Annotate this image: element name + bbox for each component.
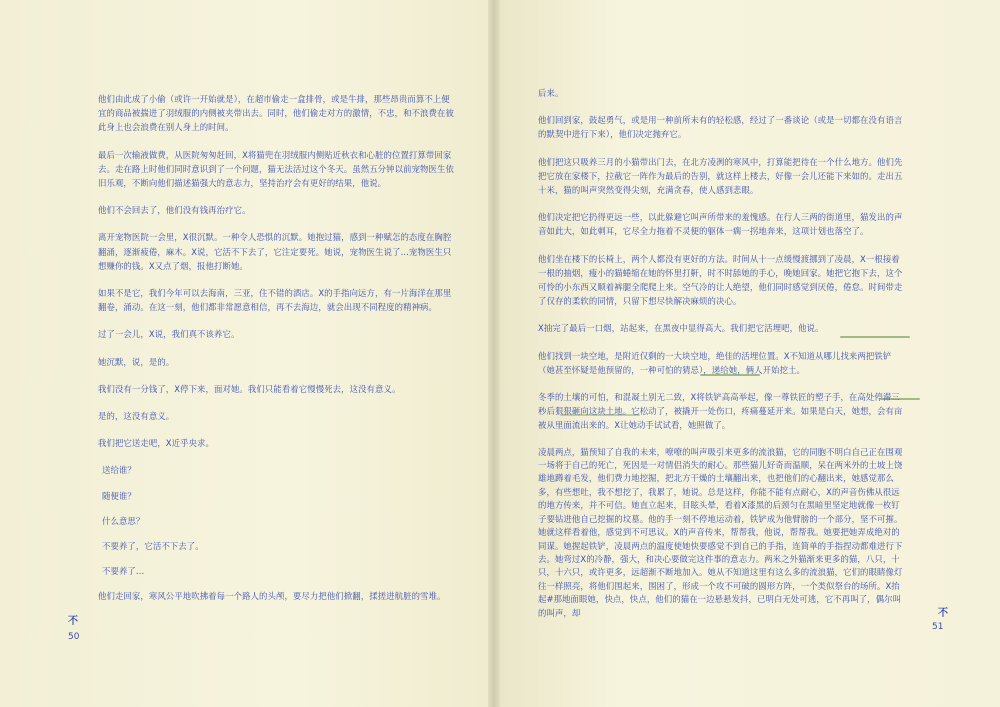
paragraph: 他们走回家，寒风公平地吹拂着每一个路人的头颅，要尽力把他们掀翻，揉搓进航脏的雪堆。 — [98, 591, 446, 602]
page-number-right: 51 — [932, 622, 944, 632]
paragraph: 他们决定把它扔得更远一些，以此躲避它叫声所带来的羞愧感。在行人三两的街道里，猫发出的声音如此大，如此刺耳，它尽全力拖着不灵便的躯体一瘸一拐地奔来，这项计划也落空了。 — [538, 212, 903, 237]
paragraph: 他们把这只吸养三月的小猫带出门去，在北方凌冽的寒风中，打算能把待在一个什么地方。他们先把它放在家楼下，拉截它一阵作为最后的告别，就这样上楼去，好像一会儿还能下来如的。走出五十米，猫的叫声突然变得尖刻，充满贪春，使人感到悲眼。 — [538, 156, 903, 196]
paragraph: 他们由此成了小偷（或许一开始就是），在超市偷走一盒排骨，或是牛排，那些昂贵而算不上便宜的商品被揣进了羽绒服的内侧被夹带出去。同时，他们偷走对方的激情，不忠，和不浪费在彼此身上也会浪费在别人身上的时间。 — [98, 94, 454, 133]
paragraph: 他们找到一块空地，是附近仅剩的一大块空地，绝佳的活埋位置。X不知道从哪儿找来两把铁铲（她甚至怀疑是他预留的，一种可怕的猜忌），递给她，俩人开始挖土。 — [538, 350, 892, 375]
left-page-text — [98, 92, 456, 617]
paragraph: 冬季的土壤的可怕，和混凝土别无二致，X将铁铲高高举起，像一尊铁匠的塑子手，在高处停滞三秒后狠狠砸向这块土地。它松动了，被撬开一处伤口，疼痛蔓延开来。如果是白天，她想，会有亩被从里面流出来的。X让她动手试试看，她照做了。 — [538, 392, 903, 431]
page-marker-left: 不 — [68, 616, 78, 627]
paragraph: 是的，这没有意义。 — [98, 411, 175, 422]
dialog-line: 什么意思？ — [102, 515, 145, 526]
paragraph: 他们不会回去了，他们没有钱再治疗它。 — [98, 205, 251, 216]
right-page-text — [538, 86, 906, 633]
paragraph: X抽完了最后一口烟，站起来，在黑夜中显得高大。我们把它活埋吧，他说。 — [538, 323, 824, 334]
paragraph: 我们把它送走吧，X近乎央求。 — [98, 438, 215, 449]
dialog-line: 不要养了，它活不下去了。 — [102, 541, 204, 552]
paragraph: 我们没有一分钱了，X停下来，面对她。我们只能看着它慢慢死去，这没有意义。 — [98, 383, 401, 394]
page-number-left: 50 — [68, 632, 80, 642]
paragraph: 她沉默，说，是的。 — [98, 356, 175, 367]
page-marker-right: 不 — [938, 608, 948, 619]
paragraph: 他们回到家，鼓起勇气，或是用一种前所未有的轻松感，经过了一番谈论（或是一切都在没有语言的默契中进行下来），他们决定抛弃它。 — [538, 115, 903, 140]
paragraph: 凌晨两点，猫预知了自我的未来，嘹嘹的叫声吸引来更多的流浪猫，它的同胞不明白自己正在围观一场将于自己的死亡，死因是一对情侣消失的耐心。那些猫儿好奇而温顺，呆在两米外的土坡上饶雄地蹲着毛发，他们费力地挖掘，把北方干燥的土壤翻出来，也把他们的心翻出来，她感觉那么多，有些想吐，我不想挖了，我累了，她说。总是这样，你能不能有点耐心，X的声音伤佛从很远的地方传来，并不可信。她直立起来，目眩头晕，看着X漆黑的后颈匀在黑暗里坚定地就像一枚钉子要钻进他自己挖掘的坟墓。他的手一刻不停地运动着，铁铲成为他臂膀的一个部分，坚不可摧。她就这样看着他，感觉到不可思议。X的声音传来，帮帮我，他说，帮帮我。她要把她弄成绝对的同谋。她握起铁铲，凌晨两点的温度使她快要感觉不到自己的手指，连简单的手指捏动都难进行下去。她弯过X的冷静，强大，和决心要做完这件事的意志力。两米之外猫渐来更多的猫，八只，十只，十六只，或许更多，远超渐不断地加入。她从不知道这里有这么多的流浪猫，它们的眼睛像灯往一样照亮，将他们围起来，围困了，形成一个攻不可破的圆形方阵，一个类似祭台的场所。X抬起#那地面眼她，快点，快点，他们的猫在一边悬悬发抖，已明白无处可逃，它不再叫了，偶尔叫的叫声，却 — [538, 446, 903, 618]
paragraph: 后来。 — [538, 88, 564, 98]
paragraph: 过了一会儿，X说，我们真不该养它。 — [98, 329, 240, 340]
paragraph: 离开宠物医院一会里，X很沉默。一种令人恐惧的沉默。她抱过猫，感到一种赋怎的态度在胸腔翻涌，逐渐疲倦，麻木。X说，它活不下去了，它注定要死。她说，宠物医生说了…宠物医生只想赚你的钱。X又点了烟，报他打断她。 — [98, 232, 452, 271]
paragraph: 他们坐在楼下的长椅上，两个人都没有更好的方法。时间从十一点缓慢渡挪到了凌晨，X一根接着一根的抽烟，瘦小的猫蜷缩在她的怀里打鼾，时不时舔她的手心，晚她回家。她把它抱下去，这个可怜的小东西又顺着裤腿全爬爬上来。空气冷的让人绝望，他们同时感觉到厌倦，倦怠。时间带走了仅存的柔软的同情，只留下想尽快解决麻烦的决心。 — [538, 253, 903, 307]
dialog-line: 随便谁？ — [102, 490, 136, 501]
paragraph: 如果不是它，我们今年可以去海南，三亚，住不错的酒店。X的手指向远方，有一片海洋在那里翻卷，涌动。在这一刻，他们都非常愿意相信，再不去海边，就会出现不同程度的精神病。 — [98, 288, 452, 313]
dialog-line: 不要养了… — [102, 566, 145, 577]
book-gutter — [488, 0, 500, 707]
paragraph: 最后一次输液做费，从医院匆匆赶回，X将猫兜在羽绒服内侧贴近秋衣和心脏的位置打算带回家去。走在路上时他们同时意识到了一个问题，猫无法活过这个冬天。虽然五分钟以前宠物医生依旧乐观，不断向他们描述猫强大的意志力，坚持治疗会有更好的结果，他说。 — [98, 149, 454, 189]
dialog-line: 送给谁？ — [102, 465, 136, 476]
dialog-block — [98, 463, 456, 578]
